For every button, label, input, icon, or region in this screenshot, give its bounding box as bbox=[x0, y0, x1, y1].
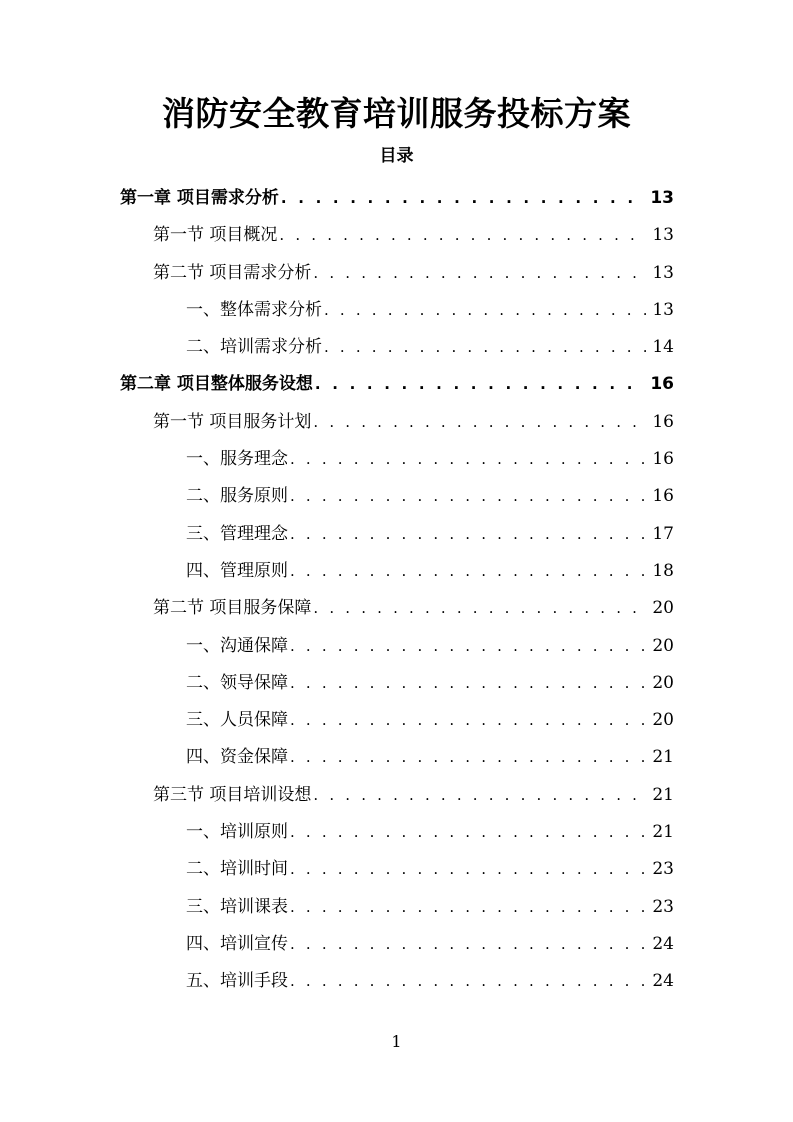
toc-entry-label: 二、培训需求分析 bbox=[186, 337, 322, 358]
toc-entry[interactable] bbox=[120, 963, 674, 1000]
toc-leader-dots bbox=[290, 889, 646, 926]
document-title: 消防安全教育培训服务投标方案 bbox=[162, 94, 631, 133]
toc-entry-label: 第一章 项目需求分析 bbox=[120, 188, 279, 208]
toc-entry-label: 三、培训课表 bbox=[186, 896, 288, 917]
toc-entry[interactable] bbox=[120, 217, 674, 254]
toc-leader-dots bbox=[290, 441, 646, 478]
toc-entry[interactable] bbox=[120, 702, 674, 739]
toc-leader-dots bbox=[290, 926, 646, 963]
toc-entry-page: 13 bbox=[652, 299, 674, 320]
toc-leader-dots bbox=[313, 777, 646, 814]
toc-entry[interactable] bbox=[120, 926, 674, 963]
toc-entry[interactable] bbox=[120, 366, 674, 403]
toc-entry-page: 24 bbox=[652, 933, 674, 954]
toc-leader-dots bbox=[313, 590, 646, 627]
toc-entry[interactable] bbox=[120, 553, 674, 590]
toc-entry[interactable] bbox=[120, 516, 674, 553]
toc-entry[interactable] bbox=[120, 404, 674, 441]
toc-entry-page: 23 bbox=[652, 859, 674, 880]
toc-entry-label: 二、培训时间 bbox=[186, 859, 288, 880]
toc-entry-label: 四、管理原则 bbox=[186, 560, 288, 581]
toc-entry-page: 16 bbox=[652, 449, 674, 470]
toc-entry-page: 16 bbox=[652, 411, 674, 432]
toc-entry-page: 20 bbox=[652, 635, 674, 656]
toc-entry-label: 一、培训原则 bbox=[186, 822, 288, 843]
toc-entry-page: 21 bbox=[652, 747, 674, 768]
toc-entry-label: 第二章 项目整体服务设想 bbox=[120, 374, 313, 395]
toc-leader-dots bbox=[324, 292, 646, 329]
toc-entry-label: 第二节 项目需求分析 bbox=[153, 262, 312, 283]
toc-entry-label: 一、整体需求分析 bbox=[186, 299, 322, 320]
toc-entry[interactable] bbox=[120, 851, 674, 888]
toc-leader-dots bbox=[281, 180, 644, 217]
toc-leader-dots bbox=[290, 814, 646, 851]
toc-entry-page: 17 bbox=[652, 523, 674, 544]
page-number: 1 bbox=[391, 1032, 402, 1051]
toc-entry-page: 20 bbox=[652, 710, 674, 731]
toc-entry-label: 第一节 项目服务计划 bbox=[153, 411, 312, 432]
toc-entry-page: 24 bbox=[652, 971, 674, 992]
toc-entry-page: 14 bbox=[652, 337, 674, 358]
toc-leader-dots bbox=[290, 553, 646, 590]
toc-leader-dots bbox=[290, 665, 646, 702]
toc-leader-dots bbox=[290, 516, 646, 553]
toc-entry-label: 第一节 项目概况 bbox=[153, 225, 278, 246]
toc-entry-page: 16 bbox=[652, 486, 674, 507]
toc-entry-label: 一、服务理念 bbox=[186, 449, 288, 470]
toc-leader-dots bbox=[290, 702, 646, 739]
toc-entry-page: 20 bbox=[652, 672, 674, 693]
toc-entry-label: 四、培训宣传 bbox=[186, 933, 288, 954]
toc-leader-dots bbox=[315, 366, 644, 403]
toc-entry[interactable] bbox=[120, 590, 674, 627]
toc-entry[interactable] bbox=[120, 329, 674, 366]
toc-entry[interactable] bbox=[120, 777, 674, 814]
toc-leader-dots bbox=[290, 478, 646, 515]
toc-leader-dots bbox=[313, 255, 646, 292]
toc-entry-page: 13 bbox=[652, 262, 674, 283]
toc-entry[interactable] bbox=[120, 665, 674, 702]
toc-entry[interactable] bbox=[120, 814, 674, 851]
toc-entry-label: 三、管理理念 bbox=[186, 523, 288, 544]
toc-entry[interactable] bbox=[120, 628, 674, 665]
toc-entry-page: 20 bbox=[652, 598, 674, 619]
toc-entry-page: 23 bbox=[652, 896, 674, 917]
toc-entry-page: 13 bbox=[650, 188, 674, 208]
toc-heading: 目录 bbox=[379, 146, 414, 166]
toc-entry-page: 18 bbox=[652, 560, 674, 581]
toc-entry-page: 21 bbox=[652, 784, 674, 805]
toc-entry[interactable] bbox=[120, 180, 674, 217]
toc-entry[interactable] bbox=[120, 478, 674, 515]
toc-leader-dots bbox=[290, 963, 646, 1000]
toc-entry[interactable] bbox=[120, 441, 674, 478]
toc-entry[interactable] bbox=[120, 739, 674, 776]
toc-entry[interactable] bbox=[120, 292, 674, 329]
toc-entry[interactable] bbox=[120, 889, 674, 926]
toc-entry-label: 第二节 项目服务保障 bbox=[153, 598, 312, 619]
toc-entry[interactable] bbox=[120, 255, 674, 292]
toc-entry-page: 16 bbox=[650, 374, 674, 395]
toc-leader-dots bbox=[290, 739, 646, 776]
toc-entry-label: 二、领导保障 bbox=[186, 672, 288, 693]
toc-entry-label: 三、人员保障 bbox=[186, 710, 288, 731]
toc-entry-label: 第三节 项目培训设想 bbox=[153, 784, 312, 805]
toc-entry-label: 五、培训手段 bbox=[186, 971, 288, 992]
toc-entry-label: 二、服务原则 bbox=[186, 486, 288, 507]
toc-entry-page: 13 bbox=[652, 225, 674, 246]
toc-leader-dots bbox=[324, 329, 646, 366]
toc-entry-label: 四、资金保障 bbox=[186, 747, 288, 768]
toc-leader-dots bbox=[313, 404, 646, 441]
toc-leader-dots bbox=[279, 217, 646, 254]
toc-leader-dots bbox=[290, 851, 646, 888]
toc-entry-label: 一、沟通保障 bbox=[186, 635, 288, 656]
toc-entry-page: 21 bbox=[652, 822, 674, 843]
table-of-contents bbox=[120, 180, 674, 1001]
toc-leader-dots bbox=[290, 628, 646, 665]
